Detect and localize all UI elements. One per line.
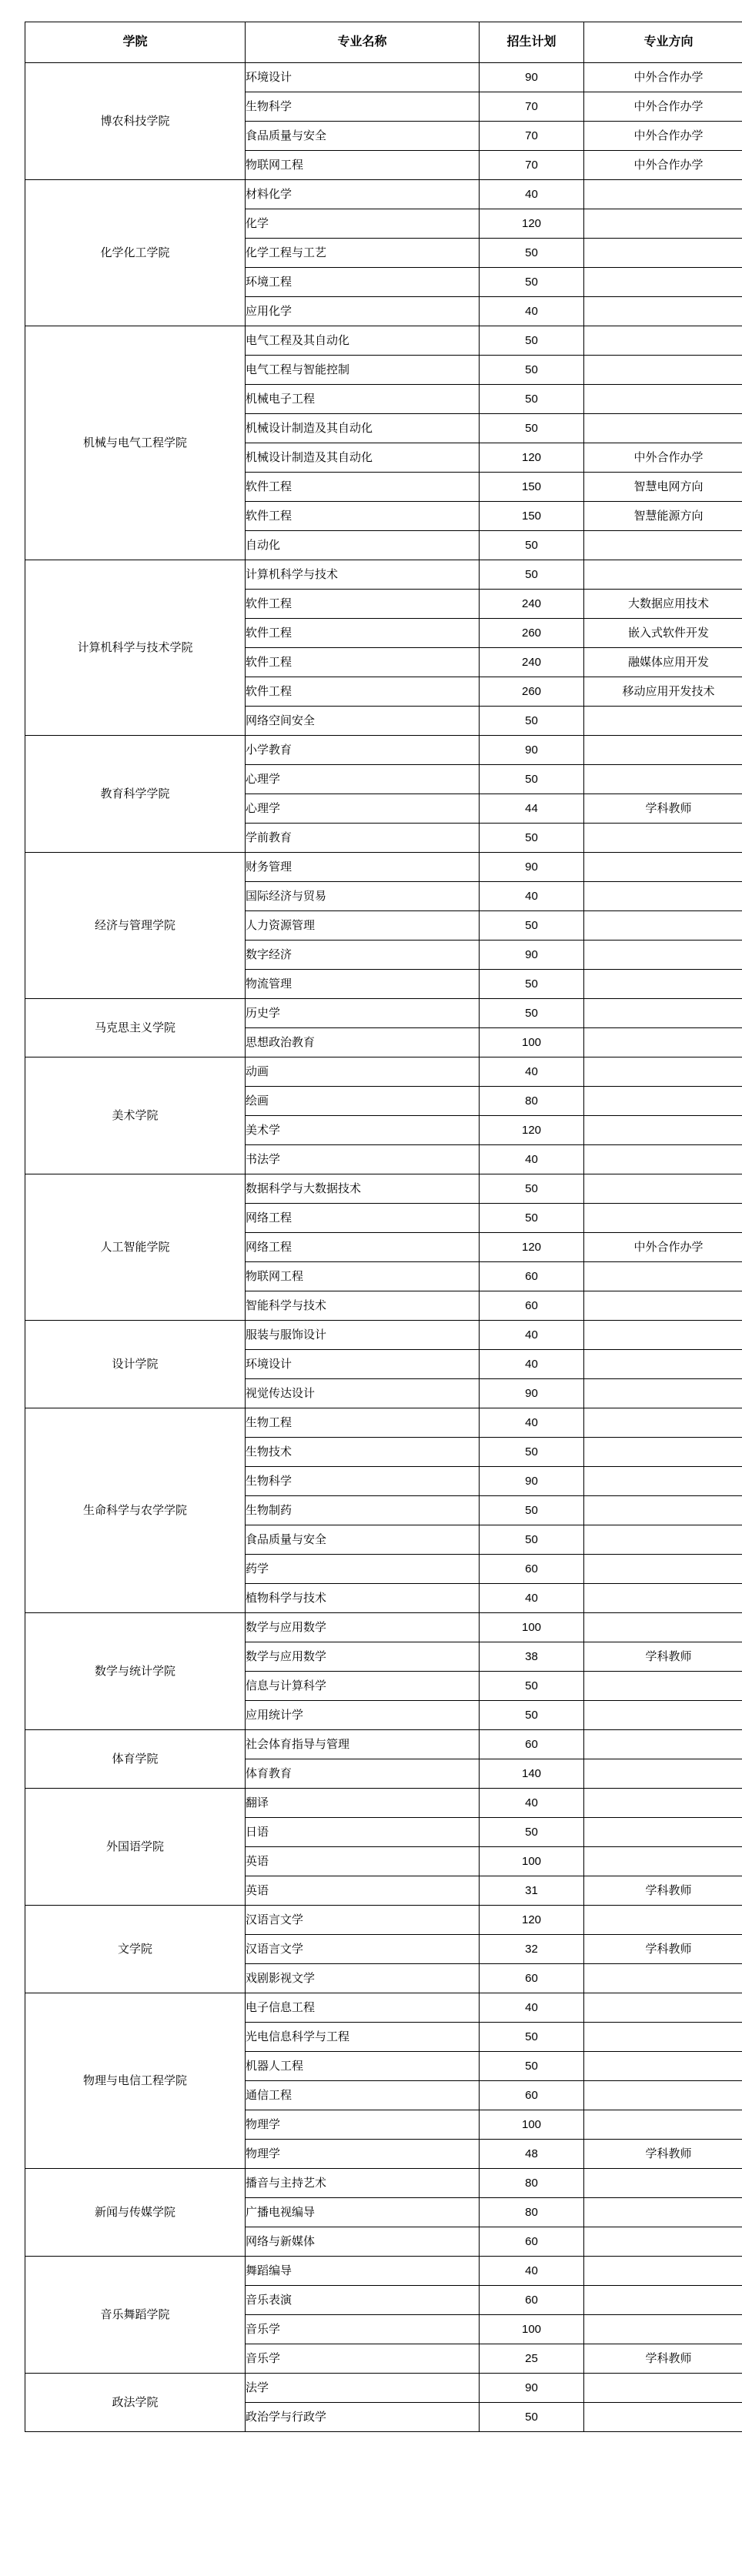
enrollment-plan-cell: 70 xyxy=(480,92,584,122)
enrollment-plan-cell: 48 xyxy=(480,2140,584,2169)
enrollment-plan-cell: 240 xyxy=(480,648,584,677)
major-name-cell: 汉语言文学 xyxy=(246,1906,480,1935)
major-name-cell: 生物制药 xyxy=(246,1496,480,1525)
enrollment-plan-cell: 60 xyxy=(480,1730,584,1759)
major-name-cell: 戏剧影视文学 xyxy=(246,1964,480,1993)
major-direction-cell: 中外合作办学 xyxy=(584,1233,742,1262)
major-name-cell: 书法学 xyxy=(246,1145,480,1174)
major-direction-cell: 融媒体应用开发 xyxy=(584,648,742,677)
major-direction-cell xyxy=(584,1438,742,1467)
table-row xyxy=(25,2374,742,2403)
major-direction-cell xyxy=(584,1379,742,1408)
enrollment-plan-cell: 150 xyxy=(480,502,584,531)
major-name-cell: 历史学 xyxy=(246,999,480,1028)
major-name-cell: 物联网工程 xyxy=(246,151,480,180)
table-row xyxy=(25,1730,742,1759)
major-direction-cell: 中外合作办学 xyxy=(584,92,742,122)
enrollment-plan-cell: 38 xyxy=(480,1642,584,1672)
enrollment-plan-cell: 40 xyxy=(480,297,584,326)
major-direction-cell xyxy=(584,999,742,1028)
table-row xyxy=(25,736,742,765)
enrollment-plan-cell: 60 xyxy=(480,2286,584,2315)
enrollment-plan-cell: 240 xyxy=(480,590,584,619)
major-direction-cell xyxy=(584,1759,742,1789)
major-direction-cell: 学科教师 xyxy=(584,2140,742,2169)
major-direction-cell xyxy=(584,1057,742,1087)
table-row xyxy=(25,853,742,882)
major-name-cell: 植物科学与技术 xyxy=(246,1584,480,1613)
major-direction-cell xyxy=(584,1145,742,1174)
major-direction-cell xyxy=(584,707,742,736)
major-name-cell: 生物科学 xyxy=(246,1467,480,1496)
major-direction-cell xyxy=(584,1204,742,1233)
major-direction-cell xyxy=(584,209,742,239)
major-name-cell: 光电信息科学与工程 xyxy=(246,2023,480,2052)
enrollment-plan-cell: 120 xyxy=(480,1116,584,1145)
enrollment-plan-cell: 90 xyxy=(480,63,584,92)
major-direction-cell xyxy=(584,1408,742,1438)
major-name-cell: 电气工程与智能控制 xyxy=(246,356,480,385)
major-direction-cell xyxy=(584,1116,742,1145)
major-direction-cell xyxy=(584,1847,742,1876)
major-name-cell: 视觉传达设计 xyxy=(246,1379,480,1408)
major-direction-cell xyxy=(584,1525,742,1555)
college-name-cell: 机械与电气工程学院 xyxy=(25,326,246,560)
college-name-cell: 美术学院 xyxy=(25,1057,246,1174)
major-direction-cell xyxy=(584,1467,742,1496)
major-direction-cell xyxy=(584,853,742,882)
table-row xyxy=(25,560,742,590)
major-name-cell: 物流管理 xyxy=(246,970,480,999)
major-name-cell: 生物技术 xyxy=(246,1438,480,1467)
major-name-cell: 绘画 xyxy=(246,1087,480,1116)
major-name-cell: 思想政治教育 xyxy=(246,1028,480,1057)
major-name-cell: 通信工程 xyxy=(246,2081,480,2110)
major-name-cell: 应用统计学 xyxy=(246,1701,480,1730)
enrollment-plan-cell: 90 xyxy=(480,1379,584,1408)
major-direction-cell: 中外合作办学 xyxy=(584,151,742,180)
enrollment-plan-cell: 25 xyxy=(480,2344,584,2374)
table-row xyxy=(25,1613,742,1642)
major-name-cell: 心理学 xyxy=(246,765,480,794)
major-name-cell: 学前教育 xyxy=(246,824,480,853)
major-direction-cell xyxy=(584,2227,742,2257)
major-name-cell: 日语 xyxy=(246,1818,480,1847)
table-row xyxy=(25,1057,742,1087)
enrollment-plan-cell: 50 xyxy=(480,2023,584,2052)
enrollment-plan-cell: 44 xyxy=(480,794,584,824)
header-row xyxy=(25,22,742,63)
major-direction-cell: 移动应用开发技术 xyxy=(584,677,742,707)
major-direction-cell xyxy=(584,1613,742,1642)
major-direction-cell xyxy=(584,1789,742,1818)
major-name-cell: 软件工程 xyxy=(246,502,480,531)
enrollment-plan-cell: 40 xyxy=(480,180,584,209)
enrollment-plan-cell: 50 xyxy=(480,824,584,853)
major-direction-cell: 中外合作办学 xyxy=(584,122,742,151)
enrollment-plan-cell: 80 xyxy=(480,1087,584,1116)
enrollment-plan-cell: 40 xyxy=(480,882,584,911)
major-direction-cell xyxy=(584,326,742,356)
enrollment-plan-cell: 100 xyxy=(480,2315,584,2344)
major-name-cell: 化学工程与工艺 xyxy=(246,239,480,268)
college-name-cell: 政法学院 xyxy=(25,2374,246,2432)
major-name-cell: 人力资源管理 xyxy=(246,911,480,941)
table-row xyxy=(25,1174,742,1204)
major-name-cell: 汉语言文学 xyxy=(246,1935,480,1964)
enrollment-plan-cell: 40 xyxy=(480,1350,584,1379)
major-name-cell: 网络与新媒体 xyxy=(246,2227,480,2257)
major-direction-cell xyxy=(584,385,742,414)
major-direction-cell: 智慧能源方向 xyxy=(584,502,742,531)
table-row xyxy=(25,1321,742,1350)
enrollment-plan-cell: 70 xyxy=(480,151,584,180)
enrollment-plan-cell: 40 xyxy=(480,1408,584,1438)
enrollment-plan-cell: 50 xyxy=(480,1496,584,1525)
table-body xyxy=(25,63,742,2432)
major-name-cell: 动画 xyxy=(246,1057,480,1087)
major-direction-cell xyxy=(584,1291,742,1321)
enrollment-plan-cell: 50 xyxy=(480,1818,584,1847)
enrollment-plan-cell: 120 xyxy=(480,1906,584,1935)
major-name-cell: 计算机科学与技术 xyxy=(246,560,480,590)
table-row xyxy=(25,326,742,356)
major-direction-cell xyxy=(584,1174,742,1204)
enrollment-plan-table xyxy=(25,22,742,2432)
enrollment-plan-cell: 120 xyxy=(480,1233,584,1262)
college-name-cell: 计算机科学与技术学院 xyxy=(25,560,246,736)
major-name-cell: 软件工程 xyxy=(246,590,480,619)
major-name-cell: 自动化 xyxy=(246,531,480,560)
major-direction-cell xyxy=(584,239,742,268)
major-name-cell: 法学 xyxy=(246,2374,480,2403)
major-direction-cell xyxy=(584,2315,742,2344)
major-direction-cell: 智慧电网方向 xyxy=(584,473,742,502)
major-name-cell: 环境设计 xyxy=(246,1350,480,1379)
major-direction-cell: 嵌入式软件开发 xyxy=(584,619,742,648)
enrollment-plan-cell: 50 xyxy=(480,765,584,794)
major-name-cell: 化学 xyxy=(246,209,480,239)
major-name-cell: 信息与计算科学 xyxy=(246,1672,480,1701)
major-direction-cell xyxy=(584,911,742,941)
major-direction-cell xyxy=(584,414,742,443)
enrollment-plan-cell: 40 xyxy=(480,1789,584,1818)
table-row xyxy=(25,2169,742,2198)
major-name-cell: 生物科学 xyxy=(246,92,480,122)
major-name-cell: 社会体育指导与管理 xyxy=(246,1730,480,1759)
enrollment-plan-cell: 50 xyxy=(480,911,584,941)
enrollment-plan-cell: 50 xyxy=(480,1204,584,1233)
enrollment-plan-cell: 50 xyxy=(480,326,584,356)
major-name-cell: 软件工程 xyxy=(246,619,480,648)
enrollment-plan-cell: 90 xyxy=(480,941,584,970)
enrollment-plan-cell: 50 xyxy=(480,707,584,736)
major-direction-cell xyxy=(584,1321,742,1350)
major-direction-cell xyxy=(584,970,742,999)
major-name-cell: 翻译 xyxy=(246,1789,480,1818)
enrollment-plan-cell: 60 xyxy=(480,1964,584,1993)
major-direction-cell xyxy=(584,2110,742,2140)
major-name-cell: 心理学 xyxy=(246,794,480,824)
college-name-cell: 文学院 xyxy=(25,1906,246,1993)
major-name-cell: 软件工程 xyxy=(246,677,480,707)
enrollment-plan-cell: 40 xyxy=(480,1993,584,2023)
major-direction-cell xyxy=(584,2081,742,2110)
college-name-cell: 音乐舞蹈学院 xyxy=(25,2257,246,2374)
enrollment-plan-cell: 40 xyxy=(480,2257,584,2286)
table-row xyxy=(25,63,742,92)
college-name-cell: 外国语学院 xyxy=(25,1789,246,1906)
major-direction-cell xyxy=(584,1964,742,1993)
major-direction-cell xyxy=(584,356,742,385)
enrollment-plan-cell: 40 xyxy=(480,1321,584,1350)
major-name-cell: 机械设计制造及其自动化 xyxy=(246,443,480,473)
major-name-cell: 数字经济 xyxy=(246,941,480,970)
college-name-cell: 新闻与传媒学院 xyxy=(25,2169,246,2257)
major-direction-cell xyxy=(584,2169,742,2198)
major-name-cell: 软件工程 xyxy=(246,473,480,502)
major-name-cell: 物理学 xyxy=(246,2110,480,2140)
major-name-cell: 数据科学与大数据技术 xyxy=(246,1174,480,1204)
enrollment-plan-cell: 50 xyxy=(480,970,584,999)
enrollment-plan-cell: 31 xyxy=(480,1876,584,1906)
major-name-cell: 音乐学 xyxy=(246,2315,480,2344)
enrollment-plan-cell: 80 xyxy=(480,2169,584,2198)
major-direction-cell xyxy=(584,2198,742,2227)
major-name-cell: 食品质量与安全 xyxy=(246,122,480,151)
enrollment-plan-cell: 90 xyxy=(480,2374,584,2403)
major-direction-cell xyxy=(584,531,742,560)
enrollment-plan-cell: 70 xyxy=(480,122,584,151)
major-direction-cell xyxy=(584,882,742,911)
college-name-cell: 生命科学与农学学院 xyxy=(25,1408,246,1613)
major-name-cell: 环境工程 xyxy=(246,268,480,297)
major-direction-cell xyxy=(584,1906,742,1935)
major-direction-cell xyxy=(584,2257,742,2286)
college-name-cell: 马克思主义学院 xyxy=(25,999,246,1057)
major-direction-cell xyxy=(584,2374,742,2403)
major-name-cell: 材料化学 xyxy=(246,180,480,209)
enrollment-plan-cell: 100 xyxy=(480,2110,584,2140)
enrollment-plan-cell: 50 xyxy=(480,1672,584,1701)
enrollment-plan-cell: 60 xyxy=(480,2227,584,2257)
major-direction-cell xyxy=(584,2052,742,2081)
major-name-cell: 政治学与行政学 xyxy=(246,2403,480,2432)
major-direction-cell xyxy=(584,1993,742,2023)
major-direction-cell xyxy=(584,560,742,590)
enrollment-plan-cell: 50 xyxy=(480,560,584,590)
college-name-cell: 设计学院 xyxy=(25,1321,246,1408)
enrollment-plan-cell: 50 xyxy=(480,414,584,443)
major-direction-cell xyxy=(584,1672,742,1701)
enrollment-plan-cell: 50 xyxy=(480,2052,584,2081)
major-direction-cell xyxy=(584,1730,742,1759)
enrollment-plan-cell: 60 xyxy=(480,1291,584,1321)
college-name-cell: 物理与电信工程学院 xyxy=(25,1993,246,2169)
table-row xyxy=(25,1789,742,1818)
major-name-cell: 财务管理 xyxy=(246,853,480,882)
enrollment-plan-cell: 32 xyxy=(480,1935,584,1964)
enrollment-plan-cell: 100 xyxy=(480,1028,584,1057)
column-header-plan: 招生计划 xyxy=(480,22,584,63)
enrollment-plan-cell: 120 xyxy=(480,209,584,239)
enrollment-plan-cell: 50 xyxy=(480,1438,584,1467)
major-name-cell: 药学 xyxy=(246,1555,480,1584)
major-name-cell: 软件工程 xyxy=(246,648,480,677)
major-direction-cell xyxy=(584,736,742,765)
enrollment-plan-cell: 60 xyxy=(480,2081,584,2110)
table-row xyxy=(25,999,742,1028)
major-direction-cell: 大数据应用技术 xyxy=(584,590,742,619)
major-name-cell: 食品质量与安全 xyxy=(246,1525,480,1555)
major-name-cell: 数学与应用数学 xyxy=(246,1642,480,1672)
college-name-cell: 体育学院 xyxy=(25,1730,246,1789)
major-name-cell: 英语 xyxy=(246,1847,480,1876)
enrollment-plan-cell: 90 xyxy=(480,1467,584,1496)
column-header-direction: 专业方向 xyxy=(584,22,742,63)
major-name-cell: 环境设计 xyxy=(246,63,480,92)
major-direction-cell xyxy=(584,1584,742,1613)
enrollment-plan-cell: 50 xyxy=(480,239,584,268)
enrollment-plan-cell: 50 xyxy=(480,268,584,297)
major-direction-cell xyxy=(584,765,742,794)
college-name-cell: 博农科技学院 xyxy=(25,63,246,180)
major-name-cell: 电气工程及其自动化 xyxy=(246,326,480,356)
major-direction-cell xyxy=(584,2023,742,2052)
major-direction-cell xyxy=(584,2286,742,2315)
major-direction-cell xyxy=(584,824,742,853)
enrollment-plan-cell: 120 xyxy=(480,443,584,473)
table-header xyxy=(25,22,742,63)
major-direction-cell xyxy=(584,1350,742,1379)
major-direction-cell xyxy=(584,1028,742,1057)
major-name-cell: 机械设计制造及其自动化 xyxy=(246,414,480,443)
column-header-college: 学院 xyxy=(25,22,246,63)
enrollment-plan-cell: 90 xyxy=(480,853,584,882)
major-direction-cell: 中外合作办学 xyxy=(584,443,742,473)
major-direction-cell: 中外合作办学 xyxy=(584,63,742,92)
enrollment-plan-cell: 50 xyxy=(480,2403,584,2432)
major-name-cell: 播音与主持艺术 xyxy=(246,2169,480,2198)
enrollment-plan-cell: 50 xyxy=(480,531,584,560)
major-name-cell: 服装与服饰设计 xyxy=(246,1321,480,1350)
major-direction-cell: 学科教师 xyxy=(584,1642,742,1672)
enrollment-plan-cell: 50 xyxy=(480,385,584,414)
enrollment-plan-cell: 100 xyxy=(480,1847,584,1876)
major-name-cell: 网络空间安全 xyxy=(246,707,480,736)
enrollment-plan-cell: 150 xyxy=(480,473,584,502)
major-direction-cell: 学科教师 xyxy=(584,2344,742,2374)
table-row xyxy=(25,180,742,209)
enrollment-plan-cell: 50 xyxy=(480,356,584,385)
enrollment-plan-cell: 50 xyxy=(480,999,584,1028)
major-name-cell: 美术学 xyxy=(246,1116,480,1145)
enrollment-plan-cell: 50 xyxy=(480,1525,584,1555)
enrollment-plan-cell: 50 xyxy=(480,1701,584,1730)
major-name-cell: 网络工程 xyxy=(246,1233,480,1262)
college-name-cell: 化学化工学院 xyxy=(25,180,246,326)
major-direction-cell xyxy=(584,1701,742,1730)
enrollment-plan-cell: 40 xyxy=(480,1057,584,1087)
major-name-cell: 应用化学 xyxy=(246,297,480,326)
major-name-cell: 物理学 xyxy=(246,2140,480,2169)
college-name-cell: 人工智能学院 xyxy=(25,1174,246,1321)
major-name-cell: 体育教育 xyxy=(246,1759,480,1789)
enrollment-plan-cell: 60 xyxy=(480,1555,584,1584)
major-name-cell: 小学教育 xyxy=(246,736,480,765)
major-name-cell: 数学与应用数学 xyxy=(246,1613,480,1642)
column-header-major: 专业名称 xyxy=(246,22,480,63)
major-name-cell: 网络工程 xyxy=(246,1204,480,1233)
major-name-cell: 国际经济与贸易 xyxy=(246,882,480,911)
major-name-cell: 生物工程 xyxy=(246,1408,480,1438)
table-row xyxy=(25,1408,742,1438)
enrollment-plan-cell: 80 xyxy=(480,2198,584,2227)
major-name-cell: 物联网工程 xyxy=(246,1262,480,1291)
enrollment-plan-cell: 90 xyxy=(480,736,584,765)
major-name-cell: 音乐表演 xyxy=(246,2286,480,2315)
major-direction-cell xyxy=(584,1555,742,1584)
table-row xyxy=(25,1906,742,1935)
college-name-cell: 数学与统计学院 xyxy=(25,1613,246,1730)
major-name-cell: 电子信息工程 xyxy=(246,1993,480,2023)
major-direction-cell xyxy=(584,1818,742,1847)
major-name-cell: 广播电视编导 xyxy=(246,2198,480,2227)
major-direction-cell xyxy=(584,2403,742,2432)
major-name-cell: 舞蹈编导 xyxy=(246,2257,480,2286)
major-name-cell: 机器人工程 xyxy=(246,2052,480,2081)
table-row xyxy=(25,1993,742,2023)
enrollment-plan-cell: 100 xyxy=(480,1613,584,1642)
major-name-cell: 音乐学 xyxy=(246,2344,480,2374)
college-name-cell: 经济与管理学院 xyxy=(25,853,246,999)
major-name-cell: 智能科学与技术 xyxy=(246,1291,480,1321)
major-direction-cell: 学科教师 xyxy=(584,1935,742,1964)
major-direction-cell xyxy=(584,941,742,970)
major-direction-cell xyxy=(584,1087,742,1116)
major-direction-cell xyxy=(584,180,742,209)
enrollment-plan-cell: 40 xyxy=(480,1145,584,1174)
enrollment-plan-cell: 40 xyxy=(480,1584,584,1613)
major-name-cell: 机械电子工程 xyxy=(246,385,480,414)
enrollment-plan-cell: 50 xyxy=(480,1174,584,1204)
major-direction-cell xyxy=(584,1262,742,1291)
major-direction-cell: 学科教师 xyxy=(584,1876,742,1906)
major-direction-cell xyxy=(584,1496,742,1525)
college-name-cell: 教育科学学院 xyxy=(25,736,246,853)
enrollment-plan-cell: 140 xyxy=(480,1759,584,1789)
enrollment-plan-cell: 260 xyxy=(480,619,584,648)
major-name-cell: 英语 xyxy=(246,1876,480,1906)
table-row xyxy=(25,2257,742,2286)
enrollment-plan-cell: 60 xyxy=(480,1262,584,1291)
major-direction-cell: 学科教师 xyxy=(584,794,742,824)
enrollment-plan-cell: 260 xyxy=(480,677,584,707)
major-direction-cell xyxy=(584,268,742,297)
major-direction-cell xyxy=(584,297,742,326)
